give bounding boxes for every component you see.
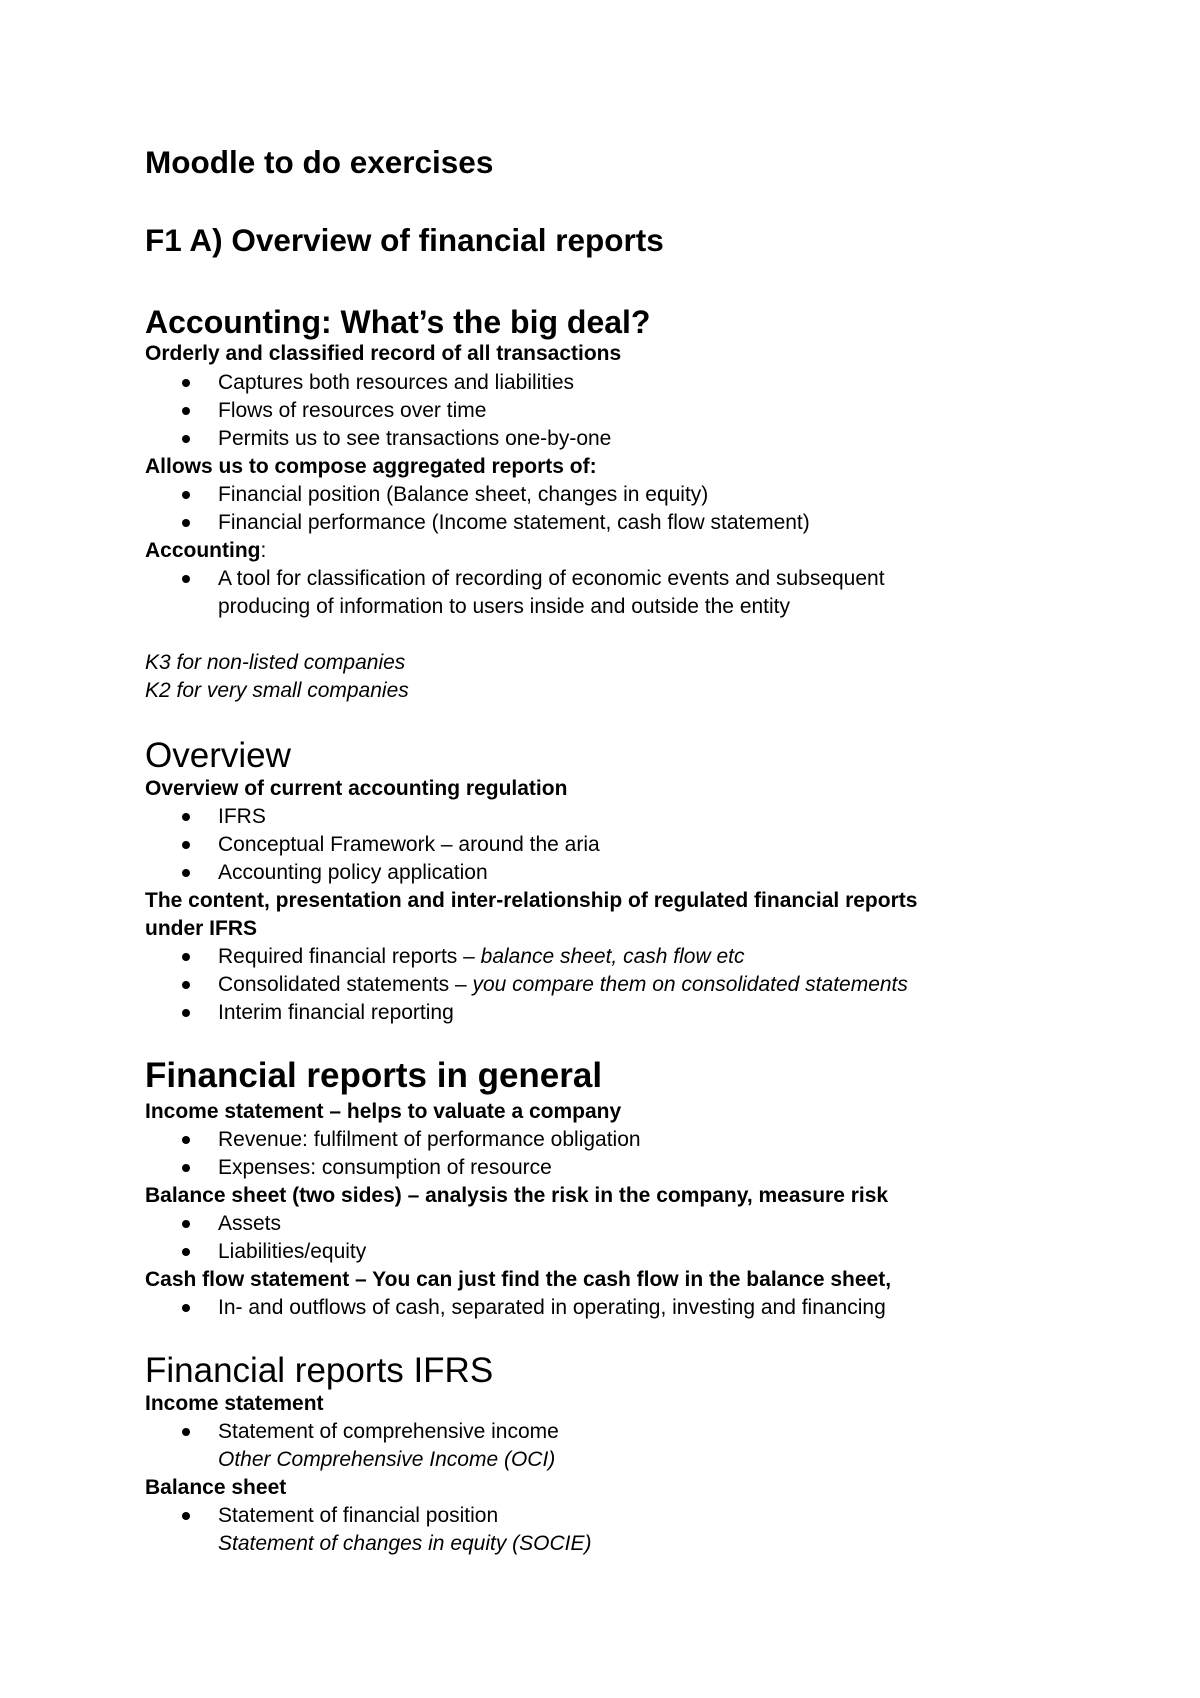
list-item: A tool for classification of recording of economic events and subsequent	[218, 568, 885, 589]
list-item: Financial position (Balance sheet, changes in equity)	[218, 484, 708, 505]
list-item: Expenses: consumption of resource	[218, 1157, 552, 1178]
bullet-icon	[182, 1009, 190, 1017]
list-item: Consolidated statements – you compare them on consolidated statements	[218, 974, 908, 995]
bullet-icon	[182, 813, 190, 821]
group-label: Cash flow statement – You can just find the cash flow in the balance sheet,	[145, 1268, 892, 1291]
bullet-icon	[182, 379, 190, 387]
bullet-icon	[182, 1248, 190, 1256]
list-subitem: Other Comprehensive Income (OCI)	[218, 1448, 556, 1471]
list-item-continuation: producing of information to users inside and outside the entity	[218, 595, 791, 618]
list-item: Required financial reports – balance sheet, cash flow etc	[218, 946, 744, 967]
bullet-icon	[182, 1164, 190, 1172]
section-heading-accounting: Accounting: What’s the big deal?	[145, 304, 651, 340]
list-item: Financial performance (Income statement, cash flow statement)	[218, 512, 810, 533]
bullet-icon	[182, 1304, 190, 1312]
bullet-icon	[182, 435, 190, 443]
group-label-accounting: Accounting:	[145, 539, 267, 562]
list-item: Statement of financial position	[218, 1505, 498, 1526]
bullet-icon	[182, 953, 190, 961]
group-label: Allows us to compose aggregated reports of:	[145, 455, 597, 478]
list-item: Captures both resources and liabilities	[218, 372, 574, 393]
group-label: The content, presentation and inter-relationship of regulated financial reports	[145, 889, 918, 912]
bullet-icon	[182, 841, 190, 849]
list-item: IFRS	[218, 806, 266, 827]
group-label: Income statement	[145, 1392, 324, 1415]
bullet-icon	[182, 575, 190, 583]
bullet-icon	[182, 519, 190, 527]
list-item: In- and outflows of cash, separated in operating, investing and financing	[218, 1297, 886, 1318]
bullet-icon	[182, 869, 190, 877]
list-item: Permits us to see transactions one-by-one	[218, 428, 611, 449]
list-item: Interim financial reporting	[218, 1002, 454, 1023]
group-label-continuation: under IFRS	[145, 917, 258, 940]
list-item: Revenue: fulfilment of performance obligation	[218, 1129, 641, 1150]
group-label: Income statement – helps to valuate a company	[145, 1100, 622, 1123]
note: K3 for non-listed companies	[145, 651, 406, 674]
bullet-icon	[182, 407, 190, 415]
list-item: Assets	[218, 1213, 281, 1234]
bullet-icon	[182, 1220, 190, 1228]
group-label: Overview of current accounting regulation	[145, 777, 568, 800]
list-subitem: Statement of changes in equity (SOCIE)	[218, 1532, 592, 1555]
section-heading-financial-reports-general: Financial reports in general	[145, 1056, 603, 1095]
bullet-icon	[182, 1512, 190, 1520]
document-title: Moodle to do exercises	[145, 144, 494, 180]
group-label: Balance sheet (two sides) – analysis the risk in the company, measure risk	[145, 1184, 889, 1207]
section-heading-overview: Overview	[145, 736, 291, 775]
bullet-icon	[182, 981, 190, 989]
group-label: Orderly and classified record of all transactions	[145, 342, 622, 365]
bullet-icon	[182, 1428, 190, 1436]
list-item: Statement of comprehensive income	[218, 1421, 559, 1442]
list-item: Conceptual Framework – around the aria	[218, 834, 600, 855]
bullet-icon	[182, 491, 190, 499]
group-label: Balance sheet	[145, 1476, 287, 1499]
list-item: Accounting policy application	[218, 862, 488, 883]
note: K2 for very small companies	[145, 679, 409, 702]
list-item: Flows of resources over time	[218, 400, 486, 421]
list-item: Liabilities/equity	[218, 1241, 366, 1262]
section-heading-financial-reports-ifrs: Financial reports IFRS	[145, 1351, 494, 1390]
bullet-icon	[182, 1136, 190, 1144]
document-subtitle: F1 A) Overview of financial reports	[145, 222, 664, 258]
